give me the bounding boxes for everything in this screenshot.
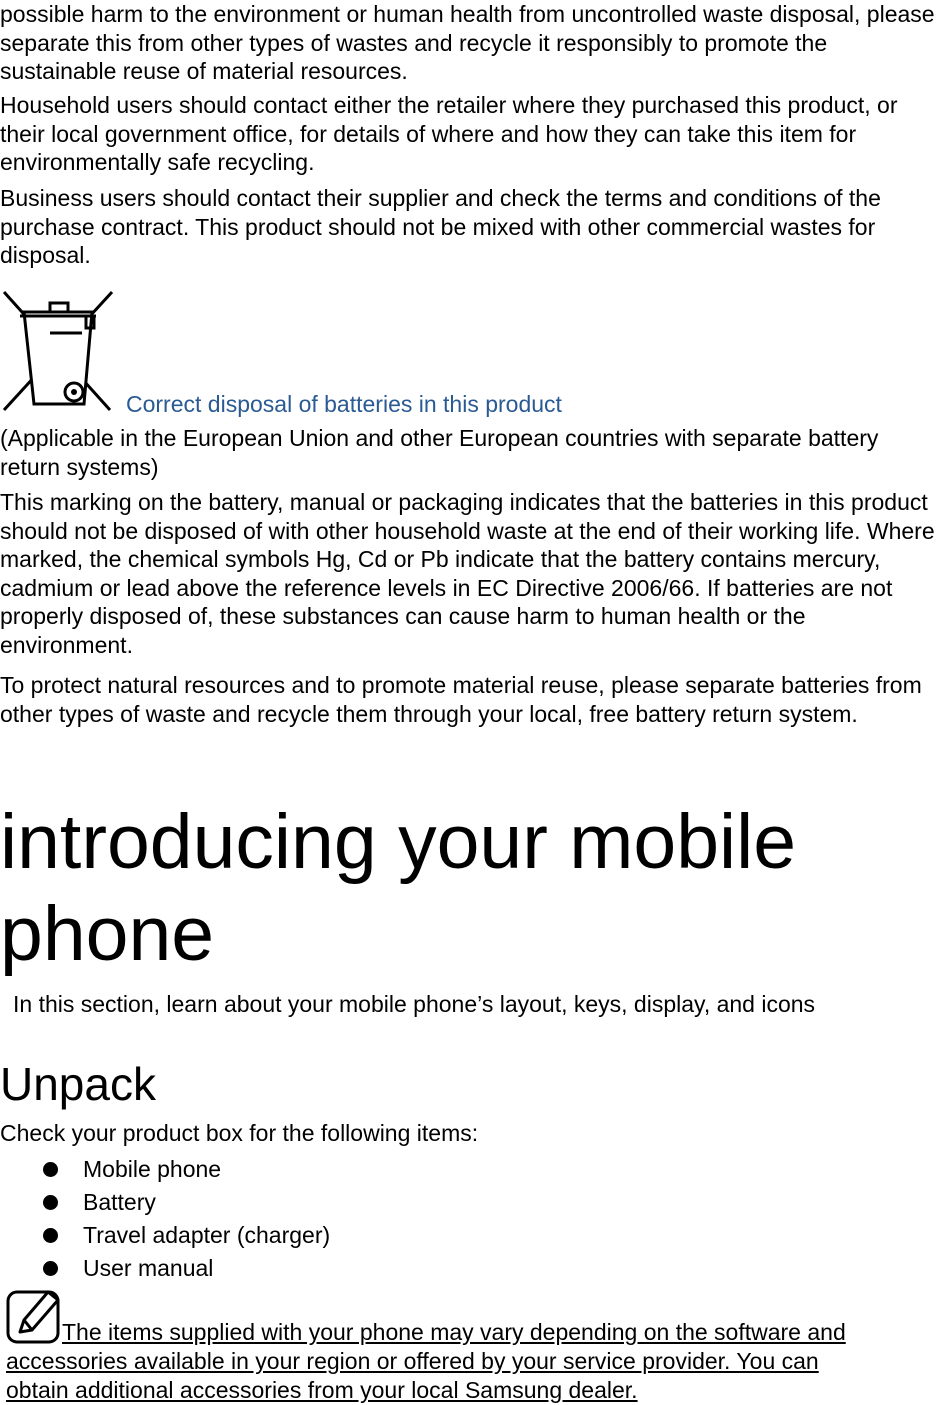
- list-item: [0, 1219, 330, 1252]
- list-item-label: Travel adapter (charger): [83, 1222, 331, 1248]
- list-item-label: User manual: [83, 1255, 214, 1281]
- list-item: [0, 1252, 330, 1285]
- chapter-title-line1: introducing your mobile: [0, 799, 797, 885]
- unpack-heading: Unpack: [0, 1058, 156, 1110]
- list-item-label: Mobile phone: [83, 1156, 222, 1182]
- list-item-label: Battery: [83, 1189, 156, 1215]
- chapter-title: [0, 796, 796, 980]
- unpack-lead: Check your product box for the following items:: [0, 1120, 479, 1146]
- paragraph-waste-disposal: possible harm to the environment or human health from uncontrolled waste disposal, please separate this from other types of wastes and recycle it responsibly to promote the sustainable reuse of material resources.: [0, 1, 935, 84]
- bullet-icon: [43, 1261, 58, 1276]
- note-line-3: obtain additional accessories from your local Samsung dealer.: [6, 1377, 638, 1403]
- battery-section-title: Correct disposal of batteries in this product: [126, 391, 562, 417]
- bullet-icon: [43, 1162, 58, 1177]
- note-line-2: accessories available in your region or offered by your service provider. You can: [6, 1348, 819, 1374]
- chapter-intro: In this section, learn about your mobile phone’s layout, keys, display, and icons: [13, 991, 816, 1017]
- bullet-icon: [43, 1195, 58, 1210]
- note-line-1: The items supplied with your phone may vary depending on the software and: [62, 1319, 846, 1345]
- paragraph-applicable-eu: (Applicable in the European Union and other European countries with separate battery return systems): [0, 425, 879, 480]
- paragraph-business-users: Business users should contact their supplier and check the terms and conditions of the purchase contract. This product should not be mixed with other commercial wastes for disposal.: [0, 185, 881, 268]
- crossed-out-wheelie-bin-icon: [2, 288, 114, 414]
- list-item: [0, 1153, 330, 1186]
- bullet-icon: [43, 1228, 58, 1243]
- paragraph-household-users: Household users should contact either the retailer where they purchased this product, or their local government office, for details of where and how they can take this item for environmentally safe recycling.: [0, 92, 898, 175]
- paragraph-battery-marking: This marking on the battery, manual or packaging indicates that the batteries in this product should not be disposed of with other household waste at the end of their working life. Where marked, the chemical symbols Hg, Cd or Pb indicate that the battery contains mercury, cadmium or lead above the reference levels in EC Directive 2006/66. If batteries are not properly disposed of, these substances can cause harm to human health or the environment.: [0, 489, 935, 658]
- note-box: [6, 1318, 936, 1405]
- list-item: [0, 1186, 330, 1219]
- unpack-item-list: [0, 1153, 330, 1285]
- chapter-title-line2: phone: [0, 891, 215, 977]
- paragraph-protect-resources: To protect natural resources and to promote material reuse, please separate batteries from other types of waste and recycle them through your local, free battery return system.: [0, 672, 922, 727]
